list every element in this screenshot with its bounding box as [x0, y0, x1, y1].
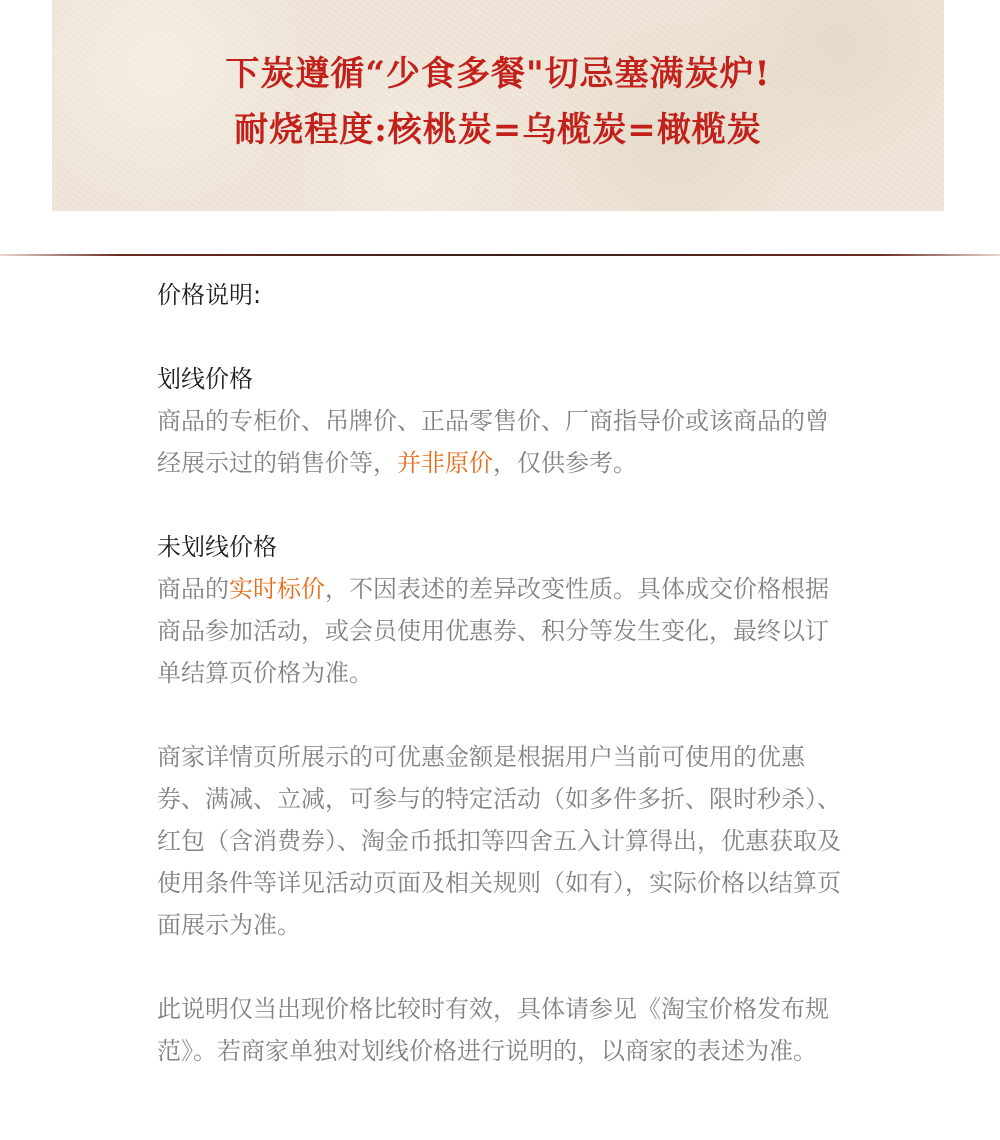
realtime-price-highlight: 实时标价	[229, 575, 325, 603]
banner-line-2: 耐烧程度:核桃炭=乌榄炭=橄榄炭	[234, 110, 762, 150]
strikethrough-text-after: ，仅供参考。	[493, 449, 637, 477]
section-divider	[0, 254, 1000, 256]
price-note-section	[157, 274, 847, 1072]
non-strikethrough-text-after: ，不因表述的差异改变性质。具体成交价格根据商品参加活动，或会员使用优惠券、积分等发生变化，最终以订单结算页价格为准。	[157, 575, 829, 687]
spacer	[157, 694, 847, 736]
discount-amount-paragraph: 商家详情页所展示的可优惠金额是根据用户当前可使用的优惠券、满减、立减，可参与的特定活动（如多件多折、限时秒杀）、红包（含消费券）、淘金币抵扣等四舍五入计算得出，优惠获取及使用条件等详见活动页面及相关规则（如有），实际价格以结算页面展示为准。	[157, 743, 841, 939]
not-original-price-highlight: 并非原价	[397, 449, 493, 477]
non-strikethrough-text-before: 商品的	[157, 575, 229, 603]
validity-paragraph: 此说明仅当出现价格比较时有效，具体请参见《淘宝价格发布规范》。若商家单独对划线价格进行说明的，以商家的表述为准。	[157, 995, 829, 1065]
banner-image	[52, 0, 944, 211]
price-note-title: 价格说明:	[157, 281, 262, 309]
spacer	[157, 484, 847, 526]
strikethrough-price-heading: 划线价格	[157, 365, 253, 393]
strikethrough-price-text	[157, 400, 847, 484]
non-strikethrough-price-text	[157, 568, 847, 694]
banner-line-1: 下炭遵循“少食多餐"切忌塞满炭炉!	[225, 54, 771, 94]
strikethrough-text-before: 商品的专柜价、吊牌价、正品零售价、厂商指导价或该商品的曾经展示过的销售价等，	[157, 407, 829, 477]
spacer	[157, 946, 847, 988]
spacer	[157, 316, 847, 358]
non-strikethrough-price-heading: 未划线价格	[157, 533, 277, 561]
